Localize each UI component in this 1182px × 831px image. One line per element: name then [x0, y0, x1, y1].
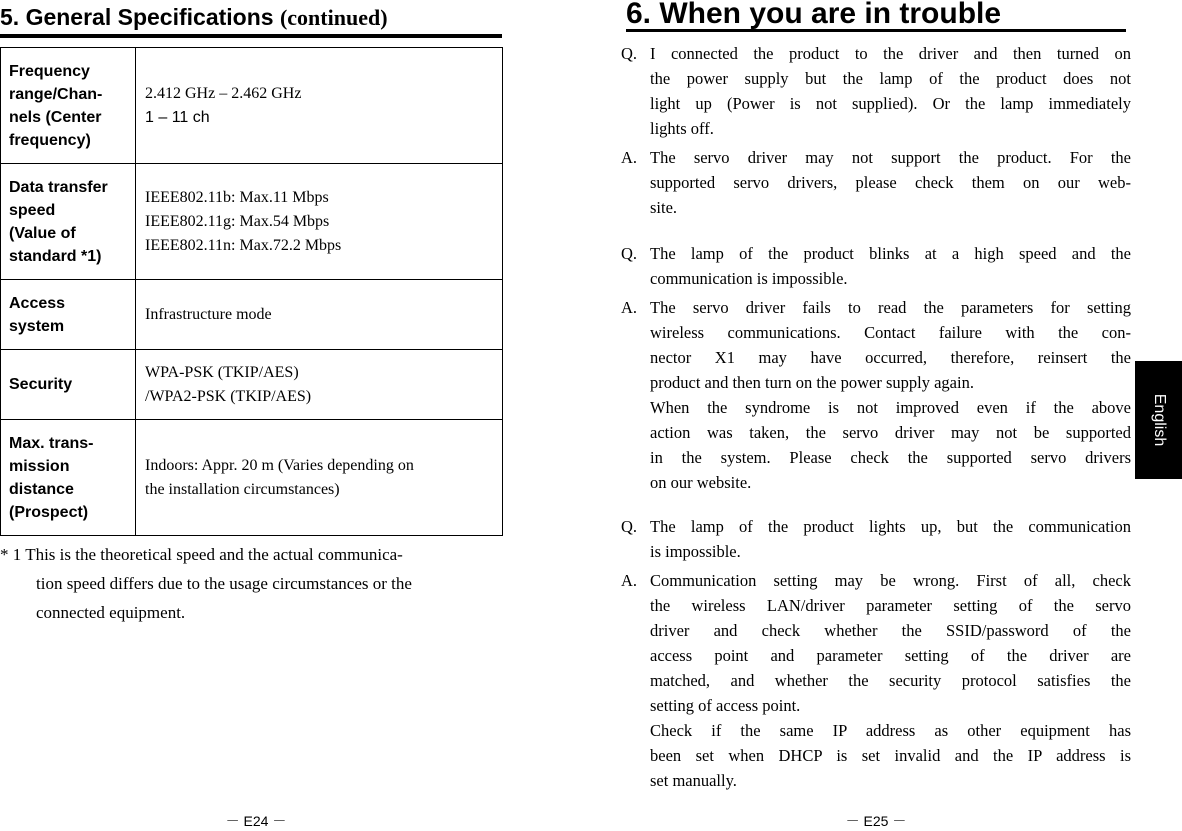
spec-label: Data transfer speed (Value of standard *1) — [1, 164, 136, 280]
qa-block-2 — [621, 241, 1131, 495]
answer: A. Communication setting may be wrong. First of all, check the wireless LAN/driver parameter setting of the servo driver and check whether the SSID/password of the access point and parameter setting of the driver are matched, and whether the security protocol satisfies the setting of access point. Check if the same IP address as other equipment has been set when DHCP is set invalid and the IP address is set manually. — [621, 568, 1131, 793]
spec-value: Indoors: Appr. 20 m (Varies depending on the installation circumstances) — [136, 420, 503, 536]
question: Q. The lamp of the product blinks at a high speed and the communication is impossible. — [621, 241, 1131, 291]
spec-row-frequency — [1, 48, 503, 164]
q-mark: Q. — [621, 244, 638, 263]
page-number-right: － E25 － — [845, 813, 907, 829]
spec-table — [0, 47, 503, 536]
q-mark: Q. — [621, 44, 638, 63]
section-title: 5. General Specifications (continued) — [0, 0, 502, 38]
q-mark: Q. — [621, 517, 638, 536]
answer: A. The servo driver may not support the product. For the supported servo drivers, please check them on our web- site. — [621, 145, 1131, 220]
section-title-suffix: (continued) — [279, 5, 388, 30]
spec-label: Max. trans- mission distance (Prospect) — [1, 420, 136, 536]
spec-row-access — [1, 280, 503, 350]
spec-row-security — [1, 350, 503, 420]
qa-block-3 — [621, 514, 1131, 793]
spec-value: 2.412 GHz – 2.462 GHz 1 – 11 ch — [136, 48, 503, 164]
page-number-left: － E24 － — [225, 813, 287, 829]
qa-block-1 — [621, 41, 1131, 220]
a-mark: A. — [621, 571, 638, 590]
language-tab-label: English — [1150, 393, 1168, 447]
left-page — [0, 0, 510, 827]
spec-value: IEEE802.11b: Max.11 Mbps IEEE802.11g: Max.54 Mbps IEEE802.11n: Max.72.2 Mbps — [136, 164, 503, 280]
a-mark: A. — [621, 298, 638, 317]
footnote: * 1 This is the theoretical speed and the actual communica- tion speed differs due to the usage circumstances or the connected equipment. — [0, 545, 412, 622]
troubleshooting-title: 6. When you are in trouble — [626, 0, 1126, 32]
spec-row-data-transfer — [1, 164, 503, 280]
language-tab — [1135, 361, 1182, 479]
spec-value: WPA-PSK (TKIP/AES) /WPA2-PSK (TKIP/AES) — [136, 350, 503, 420]
right-page — [600, 0, 1182, 827]
spec-label: Frequency range/Chan- nels (Center frequency) — [1, 48, 136, 164]
spec-row-distance — [1, 420, 503, 536]
spec-value: Infrastructure mode — [136, 280, 503, 350]
question: Q. The lamp of the product lights up, but the communication is impossible. — [621, 514, 1131, 564]
a-mark: A. — [621, 148, 638, 167]
answer: A. The servo driver fails to read the parameters for setting wireless communications. Contact failure with the con- nector X1 may have occurred, therefore, reinsert the product and then turn on the power supply again. When the syndrome is not improved even if the above action was taken, the servo driver may not be supported in the system. Please check the supported servo drivers on our website. — [621, 295, 1131, 495]
spec-label: Access system — [1, 280, 136, 350]
question: Q. I connected the product to the driver and then turned on the power supply but the lamp of the product does not light up (Power is not supplied). Or the lamp immediately lights off. — [621, 41, 1131, 141]
spec-label: Security — [1, 350, 136, 420]
